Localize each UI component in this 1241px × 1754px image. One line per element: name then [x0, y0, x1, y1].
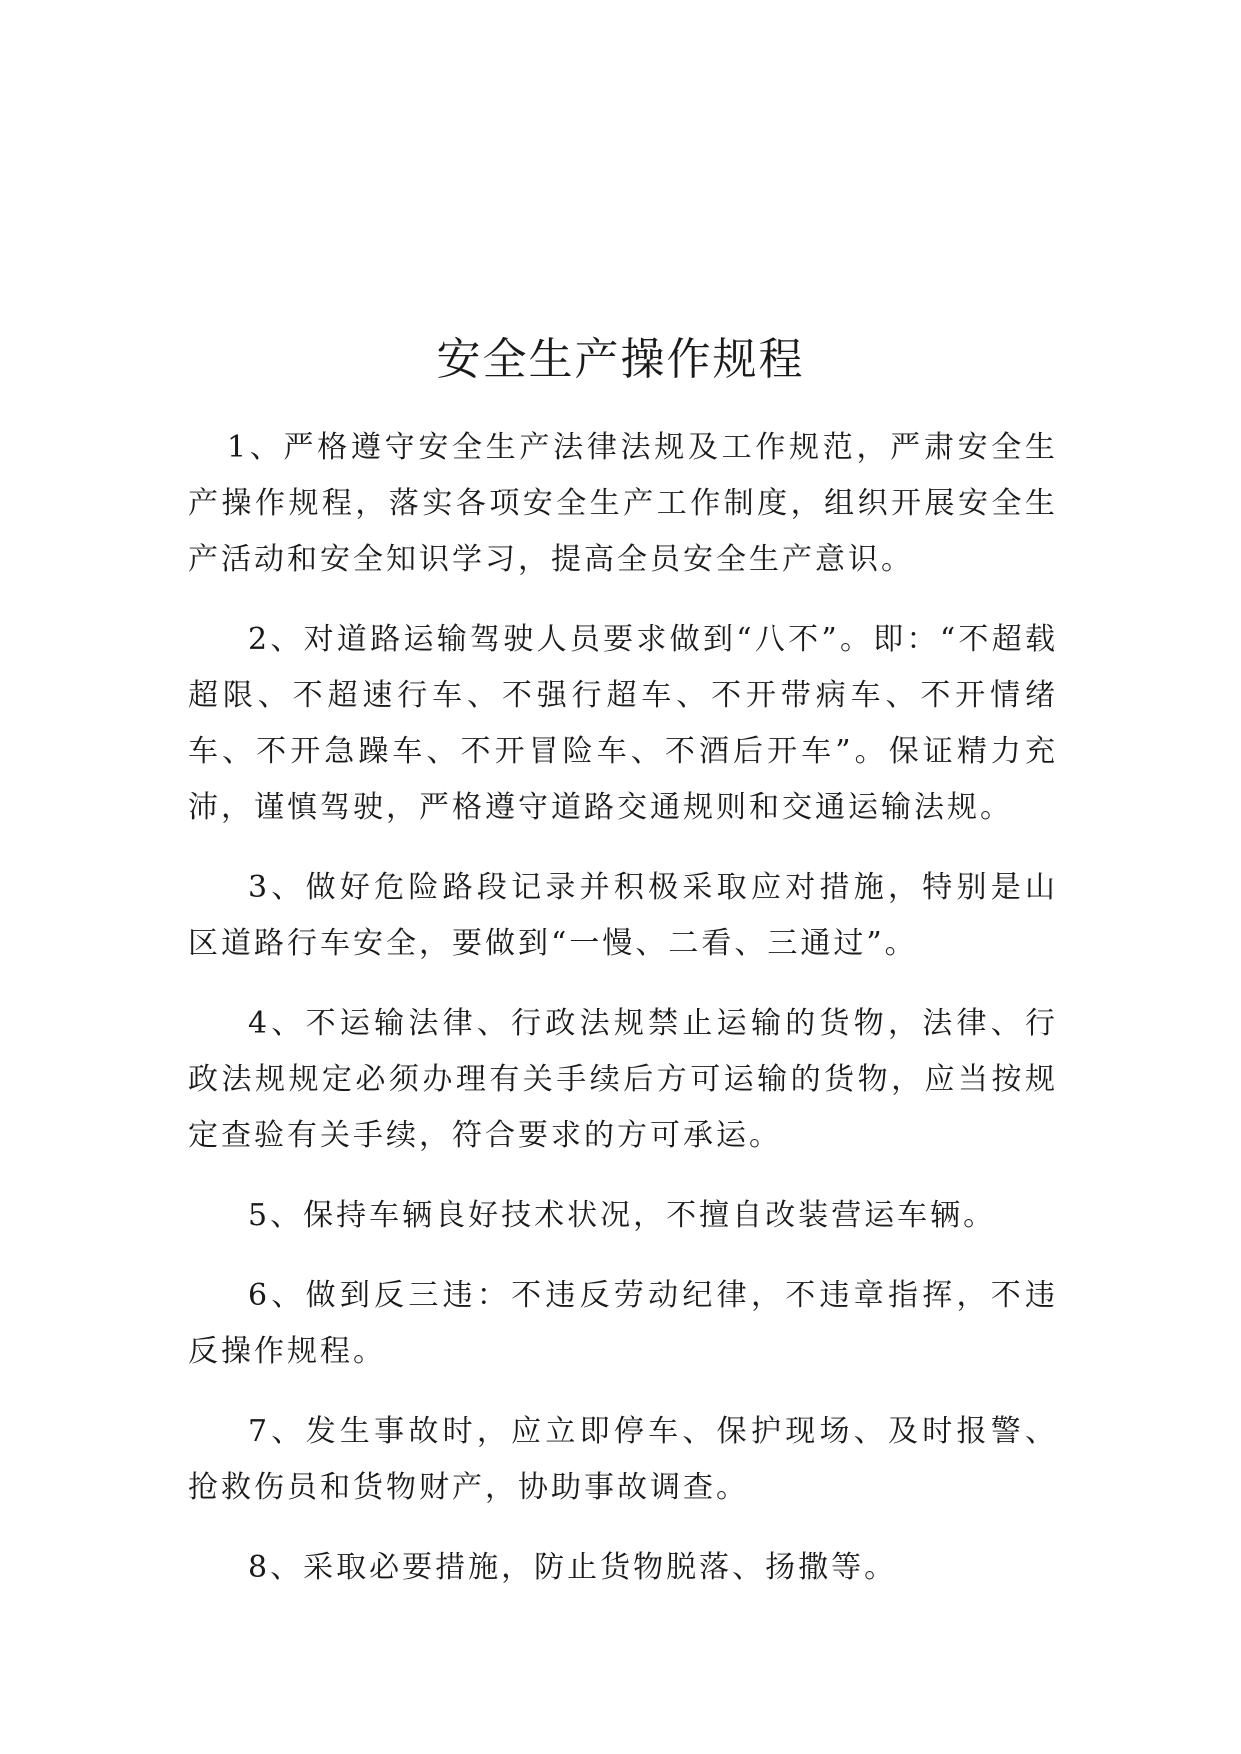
- paragraph-6: 6、做到反三违：不违反劳动纪律，不违章指挥，不违反操作规程。: [188, 1278, 1058, 1369]
- document-title: 安全生产操作规程: [436, 334, 805, 385]
- paragraph-2: 2、对道路运输驾驶人员要求做到“八不”。即：“不超载超限、不超速行车、不强行超车、不开带病车、不开情绪车、不开急躁车、不开冒险车、不酒后开车”。保证精力充沛，谨慎驾驶，严格遵守道路交通规则和交通运输法规。: [188, 622, 1058, 825]
- paragraph-7: 7、发生事故时，应立即停车、保护现场、及时报警、抢救伤员和货物财产，协助事故调查。: [188, 1414, 1058, 1505]
- paragraph-5: 5、保持车辆良好技术状况，不擅自改装营运车辆。: [248, 1198, 997, 1233]
- paragraph-4: 4、不运输法律、行政法规禁止运输的货物，法律、行政法规规定必须办理有关手续后方可运输的货物，应当按规定查验有关手续，符合要求的方可承运。: [188, 1006, 1058, 1153]
- paragraph-3: 3、做好危险路段记录并积极采取应对措施，特别是山区道路行车安全，要做到“一慢、二看、三通过”。: [188, 870, 1058, 961]
- document-body: [188, 420, 1058, 1620]
- paragraph-8: 8、采取必要措施，防止货物脱落、扬撒等。: [248, 1550, 898, 1585]
- paragraph-1: 1、严格遵守安全生产法律法规及工作规范，严肃安全生产操作规程，落实各项安全生产工作制度，组织开展安全生产活动和安全知识学习，提高全员安全生产意识。: [188, 430, 1058, 577]
